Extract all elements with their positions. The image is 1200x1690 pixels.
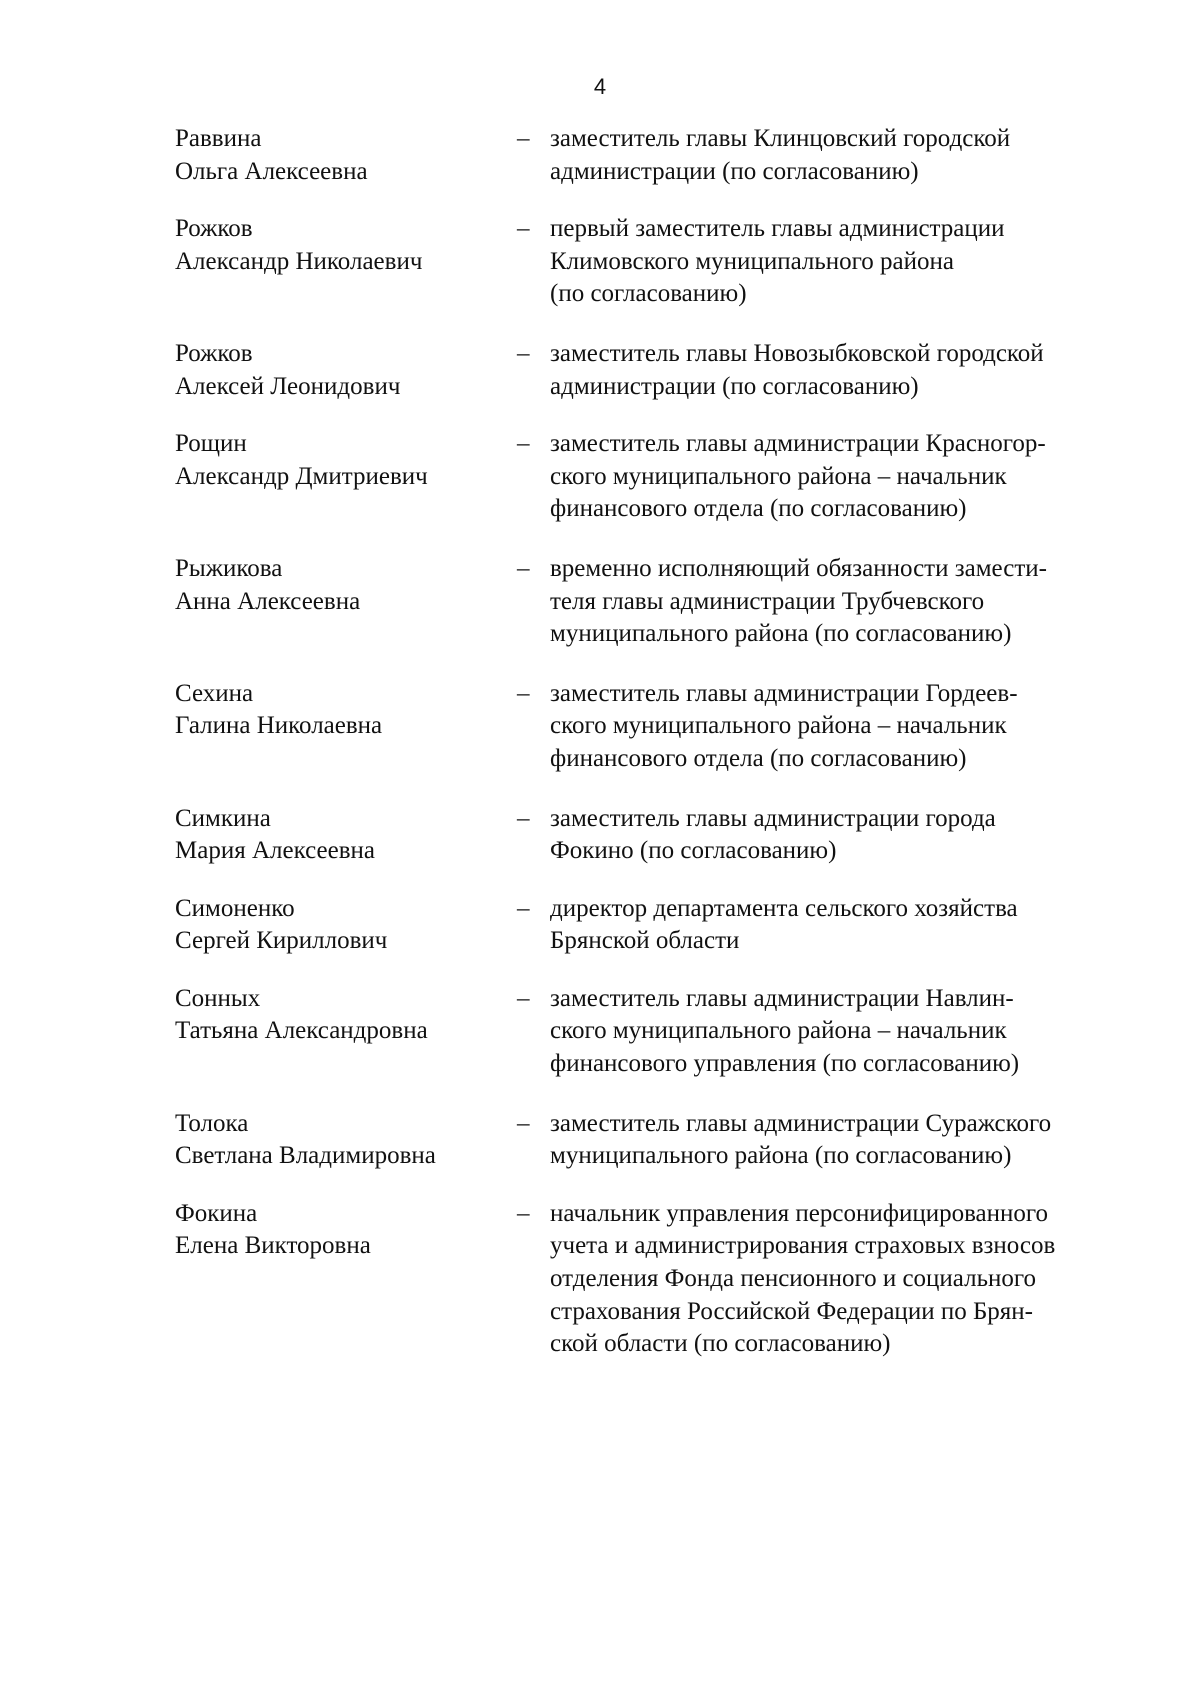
member-surname: Сехина: [175, 679, 254, 707]
position-line: заместитель главы администрации города: [550, 804, 996, 832]
separator-dash: –: [517, 894, 530, 922]
position-line: администрации (по согласованию): [550, 372, 919, 400]
position-line: ской области (по согласованию): [550, 1330, 891, 1358]
position-line: заместитель главы администрации Красногор-: [550, 430, 1046, 458]
member-surname: Сонных: [175, 984, 261, 1012]
member-given-names: Александр Николаевич: [175, 247, 423, 275]
separator-dash: –: [517, 984, 530, 1012]
position-line: ского муниципального района – начальник: [550, 462, 1007, 490]
member-entry: [175, 428, 1135, 526]
separator-dash: –: [517, 679, 530, 707]
position-line: (по согласованию): [550, 280, 747, 308]
member-name: [175, 123, 517, 188]
member-surname: Рощин: [175, 430, 247, 458]
member-position: [550, 678, 1135, 776]
position-line: отделения Фонда пенсионного и социального: [550, 1265, 1037, 1293]
separator-dash: –: [517, 554, 530, 582]
member-position: [550, 983, 1135, 1081]
member-entry: [175, 213, 1135, 311]
position-line: страхования Российской Федерации по Брян-: [550, 1297, 1034, 1325]
member-position: [550, 553, 1135, 651]
member-name: [175, 1198, 517, 1263]
member-list: [175, 123, 1135, 1361]
member-position: [550, 803, 1135, 868]
separator-dash: –: [517, 1199, 530, 1227]
member-given-names: Ольга Алексеевна: [175, 157, 368, 185]
position-line: заместитель главы администрации Навлин-: [550, 984, 1014, 1012]
member-name: [175, 338, 517, 403]
member-name: [175, 678, 517, 743]
member-surname: Раввина: [175, 125, 262, 152]
member-position: [550, 338, 1135, 403]
member-name: [175, 428, 517, 493]
member-given-names: Галина Николаевна: [175, 712, 383, 740]
position-line: первый заместитель главы администрации: [550, 215, 1005, 243]
member-name: [175, 893, 517, 958]
member-given-names: Светлана Владимировна: [175, 1142, 436, 1170]
position-line: ского муниципального района – начальник: [550, 712, 1007, 740]
member-given-names: Татьяна Александровна: [175, 1017, 428, 1045]
member-given-names: Сергей Кириллович: [175, 927, 388, 955]
position-line: финансового отдела (по согласованию): [550, 495, 967, 523]
separator-dash: –: [517, 125, 530, 152]
member-entry: [175, 678, 1135, 776]
member-position: [550, 123, 1135, 188]
member-given-names: Елена Викторовна: [175, 1232, 371, 1260]
position-line: учета и администрирования страховых взносов: [550, 1232, 1056, 1260]
member-given-names: Анна Алексеевна: [175, 587, 361, 615]
member-given-names: Алексей Леонидович: [175, 372, 401, 400]
member-name: [175, 553, 517, 618]
member-surname: Рожков: [175, 339, 253, 367]
member-name: [175, 213, 517, 278]
member-name: [175, 983, 517, 1048]
member-position: [550, 428, 1135, 526]
position-line: начальник управления персонифицированного: [550, 1199, 1049, 1227]
position-line: администрации (по согласованию): [550, 157, 919, 185]
position-line: теля главы администрации Трубчевского: [550, 587, 985, 615]
member-position: [550, 1198, 1135, 1361]
member-surname: Симоненко: [175, 894, 295, 922]
member-entry: [175, 1198, 1135, 1361]
member-surname: Фокина: [175, 1199, 258, 1227]
position-line: директор департамента сельского хозяйства: [550, 894, 1018, 922]
member-name: [175, 1108, 517, 1173]
position-line: временно исполняющий обязанности замести-: [550, 554, 1047, 582]
position-line: ского муниципального района – начальник: [550, 1017, 1007, 1045]
member-entry: [175, 123, 1135, 188]
member-entry: [175, 338, 1135, 403]
member-entry: [175, 893, 1135, 958]
member-entry: [175, 803, 1135, 868]
position-line: муниципального района (по согласованию): [550, 1142, 1012, 1170]
position-line: муниципального района (по согласованию): [550, 620, 1012, 648]
position-line: заместитель главы администрации Гордеев-: [550, 679, 1018, 707]
separator-dash: –: [517, 1109, 530, 1137]
position-line: заместитель главы Клинцовский городской: [550, 125, 1011, 152]
member-surname: Толока: [175, 1109, 249, 1137]
position-line: Фокино (по согласованию): [550, 837, 837, 865]
member-position: [550, 1108, 1135, 1173]
member-entry: [175, 983, 1135, 1081]
position-line: Климовского муниципального района: [550, 247, 954, 275]
position-line: заместитель главы администрации Суражского: [550, 1109, 1052, 1137]
member-surname: Рыжикова: [175, 554, 283, 582]
page-number: 4: [593, 74, 607, 99]
member-surname: Симкина: [175, 804, 271, 832]
position-line: финансового отдела (по согласованию): [550, 744, 967, 772]
member-given-names: Мария Алексеевна: [175, 837, 375, 865]
position-line: финансового управления (по согласованию): [550, 1050, 1020, 1078]
member-entry: [175, 1108, 1135, 1173]
member-surname: Рожков: [175, 215, 253, 243]
position-line: заместитель главы Новозыбковской городской: [550, 339, 1044, 367]
member-entry: [175, 553, 1135, 651]
separator-dash: –: [517, 339, 530, 367]
position-line: Брянской области: [550, 927, 740, 955]
member-position: [550, 213, 1135, 311]
member-given-names: Александр Дмитриевич: [175, 462, 428, 490]
member-name: [175, 803, 517, 868]
separator-dash: –: [517, 804, 530, 832]
separator-dash: –: [517, 430, 530, 458]
member-position: [550, 893, 1135, 958]
separator-dash: –: [517, 215, 530, 243]
